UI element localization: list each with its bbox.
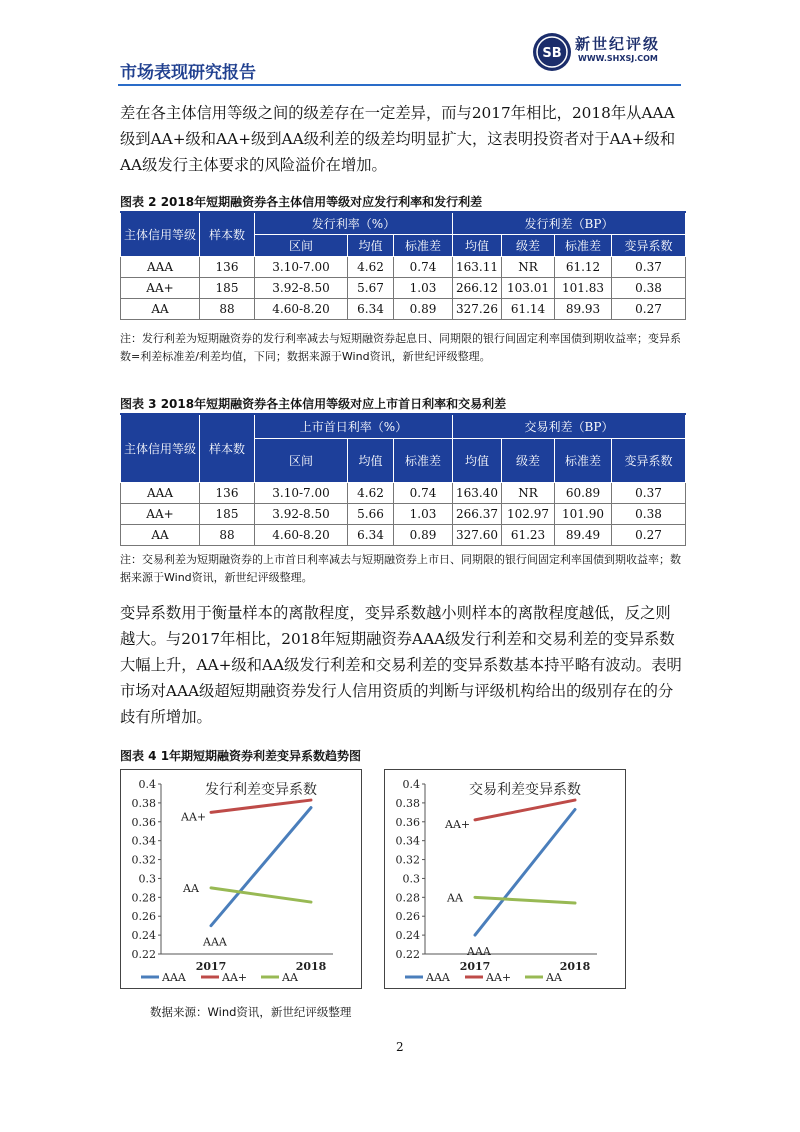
logo-mark: SB xyxy=(542,46,562,61)
table-cell: 61.14 xyxy=(502,298,555,319)
table2-sub-gap: 级差 xyxy=(502,234,555,256)
table-cell: AA+ xyxy=(121,503,200,524)
table-cell: 163.11 xyxy=(453,256,502,277)
table-cell: 89.49 xyxy=(555,524,612,545)
analysis-paragraph: 变异系数用于衡量样本的离散程度，变异系数越小则样本的离散程度越低，反之则越大。与2017年相比，2018年短期融资券AAA级发行利差和交易利差的变异系数大幅上升，AA+级和AA级发行利差和交易利差的变异系数基本持平略有波动。表明市场对AAA级超短期融资券发行人信用资质的判断与评级机构给出的级别存在的分歧有所增加。 xyxy=(120,604,682,726)
table-cell: 266.37 xyxy=(453,503,502,524)
table3-sub-std: 标准差 xyxy=(394,438,453,482)
table3-header-grade: 主体信用等级 xyxy=(121,414,200,482)
table-cell: 60.89 xyxy=(555,482,612,503)
table-cell: 163.40 xyxy=(453,482,502,503)
table3-note: 注：交易利差为短期融资券的上市首日利率减去与短期融资券上市日、同期限的银行间固定利率国债到期收益率；数据来源于Wind资讯，新世纪评级整理。 xyxy=(120,553,681,584)
table-cell: 327.26 xyxy=(453,298,502,319)
table-cell: NR xyxy=(502,256,555,277)
y-tick-label: 0.4 xyxy=(138,778,156,791)
table-cell: AA xyxy=(121,524,200,545)
chart-title: 发行利差变异系数 xyxy=(205,782,317,798)
table-cell: 4.62 xyxy=(348,256,394,277)
issue-spread-cv-chart xyxy=(120,769,362,989)
legend-label: AAA xyxy=(426,971,450,984)
table2-sub-range: 区间 xyxy=(255,234,348,256)
logo-name: 新世纪评级 xyxy=(575,35,661,53)
report-title: 市场表现研究报告 xyxy=(120,63,256,83)
y-tick-label: 0.26 xyxy=(395,910,420,924)
table-cell: 0.74 xyxy=(394,256,453,277)
x-tick-label: 2018 xyxy=(559,960,591,973)
table2-header-spread: 发行利差（BP） xyxy=(453,212,686,234)
table-cell: 0.27 xyxy=(612,524,686,545)
table3-header-rate: 上市首日利率（%） xyxy=(255,414,453,438)
trade-spread-cv-svg xyxy=(385,770,625,988)
table-cell: 3.10-7.00 xyxy=(255,256,348,277)
table-cell: 4.62 xyxy=(348,482,394,503)
figure4-source: 数据来源：Wind资讯，新世纪评级整理 xyxy=(150,1005,352,1019)
y-tick-label: 0.34 xyxy=(131,834,156,848)
issue-spread-cv-svg xyxy=(121,770,361,988)
table-cell: 327.60 xyxy=(453,524,502,545)
annotation-label: AA xyxy=(447,891,463,905)
table-cell: 101.83 xyxy=(555,277,612,298)
table-cell: 61.23 xyxy=(502,524,555,545)
table-row xyxy=(121,482,686,503)
annotation-label: AA xyxy=(183,881,199,895)
legend-label: AA xyxy=(282,971,298,984)
table-cell: 0.38 xyxy=(612,277,686,298)
table-cell: NR xyxy=(502,482,555,503)
table-cell: AAA xyxy=(121,256,200,277)
legend-label: AA+ xyxy=(486,971,512,984)
logo-url: WWW.SHXSJ.COM xyxy=(578,54,658,63)
chart-title: 交易利差变异系数 xyxy=(469,782,581,798)
series-line-aa xyxy=(211,888,311,902)
table3-sub-cv: 变异系数 xyxy=(612,438,686,482)
y-tick-label: 0.26 xyxy=(131,910,156,924)
table3-sub-spread-mean: 均值 xyxy=(453,438,502,482)
table-cell: 0.74 xyxy=(394,482,453,503)
table2-header-rate: 发行利率（%） xyxy=(255,212,453,234)
annotation-label: AA+ xyxy=(445,817,471,831)
table-cell: AA xyxy=(121,298,200,319)
series-line-aa-plus xyxy=(211,800,311,812)
table-cell: 3.92-8.50 xyxy=(255,503,348,524)
intro-paragraph: 差在各主体信用等级之间的级差存在一定差异，而与2017年相比，2018年从AAA级到AA+级和AA+级到AA级利差的级差均明显扩大，这表明投资者对于AA+级和AA级发行主体要求的风险溢价在增加。 xyxy=(120,104,676,174)
table-cell: 266.12 xyxy=(453,277,502,298)
y-tick-label: 0.24 xyxy=(131,929,156,943)
table-cell: 88 xyxy=(200,524,255,545)
table-cell: 6.34 xyxy=(348,524,394,545)
table-cell: 102.97 xyxy=(502,503,555,524)
figure4-caption: 图表 4 1年期短期融资券利差变异系数趋势图 xyxy=(120,749,362,763)
table-cell: 0.38 xyxy=(612,503,686,524)
annotation-label: AA+ xyxy=(181,810,207,824)
table2-sub-mean: 均值 xyxy=(348,234,394,256)
table2-note: 注：发行利差为短期融资券的发行利率减去与短期融资券起息日、同期限的银行间固定利率国债到期收益率；变异系数=利差标准差/利差均值，下同；数据来源于Wind资讯，新世纪评级整理。 xyxy=(120,332,681,363)
table-cell: 3.92-8.50 xyxy=(255,277,348,298)
table-cell: 4.60-8.20 xyxy=(255,524,348,545)
y-tick-label: 0.38 xyxy=(395,796,420,810)
table-cell: AAA xyxy=(121,482,200,503)
table-cell: 136 xyxy=(200,256,255,277)
y-tick-label: 0.22 xyxy=(395,948,420,961)
x-tick-label: 2017 xyxy=(195,960,227,973)
table-row xyxy=(121,277,686,298)
legend-label: AA+ xyxy=(222,971,248,984)
table-row xyxy=(121,503,686,524)
table-cell: 5.67 xyxy=(348,277,394,298)
series-line-aa-plus xyxy=(475,800,575,820)
annotation-label: AAA xyxy=(203,935,227,949)
table-cell: 3.10-7.00 xyxy=(255,482,348,503)
y-tick-label: 0.28 xyxy=(395,891,420,905)
legend-label: AAA xyxy=(162,971,186,984)
table-cell: 136 xyxy=(200,482,255,503)
table2-header-grade: 主体信用等级 xyxy=(121,212,200,256)
y-tick-label: 0.3 xyxy=(402,872,420,886)
table3-sub-gap: 级差 xyxy=(502,438,555,482)
y-tick-label: 0.32 xyxy=(131,853,156,867)
table-cell: 61.12 xyxy=(555,256,612,277)
table-cell: 89.93 xyxy=(555,298,612,319)
page-number: 2 xyxy=(396,1040,404,1054)
y-tick-label: 0.28 xyxy=(131,891,156,905)
table-cell: 0.37 xyxy=(612,256,686,277)
table-cell: 185 xyxy=(200,503,255,524)
table-cell: 1.03 xyxy=(394,277,453,298)
table-cell: 0.27 xyxy=(612,298,686,319)
table2 xyxy=(120,211,686,320)
table-cell: AA+ xyxy=(121,277,200,298)
table3-caption: 图表 3 2018年短期融资券各主体信用等级对应上市首日利率和交易利差 xyxy=(120,397,507,411)
x-tick-label: 2018 xyxy=(295,960,327,973)
x-tick-label: 2017 xyxy=(459,960,491,973)
annotation-label: AAA xyxy=(467,945,491,959)
table2-sub-spread-mean: 均值 xyxy=(453,234,502,256)
table-cell: 88 xyxy=(200,298,255,319)
table-row xyxy=(121,524,686,545)
y-tick-label: 0.22 xyxy=(131,948,156,961)
table-cell: 0.37 xyxy=(612,482,686,503)
table3-sub-spread-std: 标准差 xyxy=(555,438,612,482)
table2-sub-cv: 变异系数 xyxy=(612,234,686,256)
table-row xyxy=(121,298,686,319)
table3-sub-mean: 均值 xyxy=(348,438,394,482)
series-line-aaa xyxy=(211,808,311,926)
y-tick-label: 0.36 xyxy=(131,815,156,829)
y-tick-label: 0.38 xyxy=(131,796,156,810)
table-cell: 5.66 xyxy=(348,503,394,524)
table-cell: 4.60-8.20 xyxy=(255,298,348,319)
y-tick-label: 0.34 xyxy=(395,834,420,848)
table2-caption: 图表 2 2018年短期融资券各主体信用等级对应发行利率和发行利差 xyxy=(120,195,483,209)
y-tick-label: 0.32 xyxy=(395,853,420,867)
legend-label: AA xyxy=(546,971,562,984)
table3-header-spread: 交易利差（BP） xyxy=(453,414,686,438)
y-tick-label: 0.3 xyxy=(138,872,156,886)
y-tick-label: 0.36 xyxy=(395,815,420,829)
table2-sub-spread-std: 标准差 xyxy=(555,234,612,256)
table-cell: 6.34 xyxy=(348,298,394,319)
table-row xyxy=(121,256,686,277)
table3-header-count: 样本数 xyxy=(200,414,255,482)
table3-sub-range: 区间 xyxy=(255,438,348,482)
table-cell: 0.89 xyxy=(394,298,453,319)
table2-sub-std: 标准差 xyxy=(394,234,453,256)
y-tick-label: 0.4 xyxy=(402,778,420,791)
table-cell: 1.03 xyxy=(394,503,453,524)
table-cell: 0.89 xyxy=(394,524,453,545)
table-cell: 103.01 xyxy=(502,277,555,298)
table3 xyxy=(120,413,686,546)
header-divider xyxy=(118,84,681,86)
table-cell: 101.90 xyxy=(555,503,612,524)
table-cell: 185 xyxy=(200,277,255,298)
table2-header-count: 样本数 xyxy=(200,212,255,256)
series-line-aaa xyxy=(475,810,575,936)
series-line-aa xyxy=(475,897,575,903)
trade-spread-cv-chart xyxy=(384,769,626,989)
y-tick-label: 0.24 xyxy=(395,929,420,943)
